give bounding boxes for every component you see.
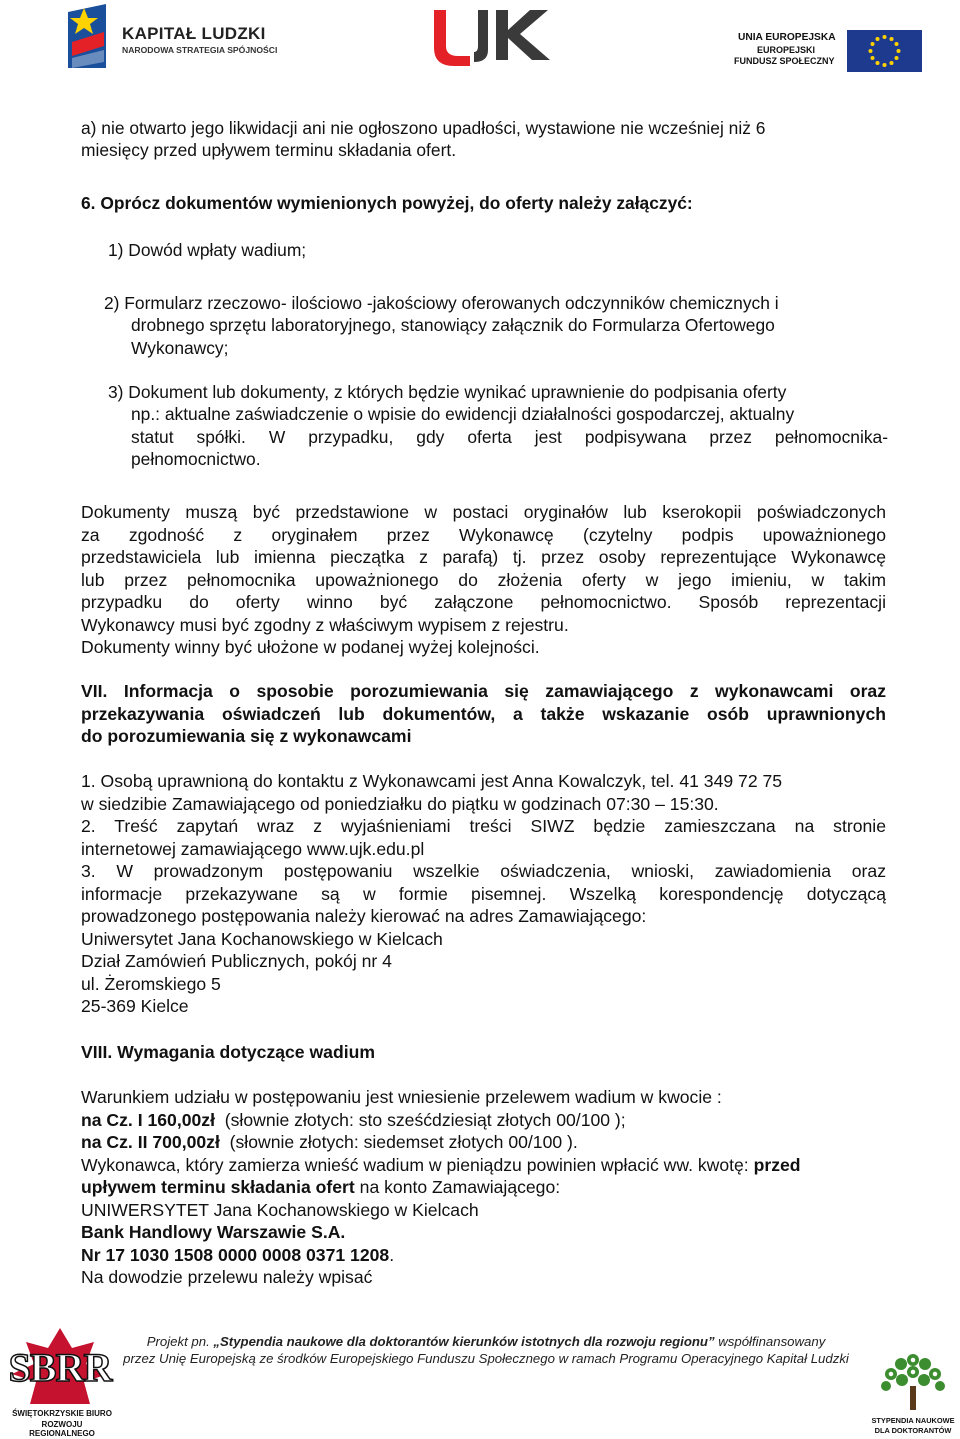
sbrr-name-line2: ROZWOJU REGIONALNEGO — [29, 1420, 95, 1438]
eu-line1: UNIA EUROPEJSKA — [738, 32, 836, 43]
wadium-intro: Warunkiem udziału w postępowaniu jest wniesienie przelewem wadium w kwocie : — [81, 1087, 722, 1107]
payment-line1-bold: przed — [753, 1154, 801, 1175]
footer-line1-suffix: współfinansowany — [714, 1334, 826, 1349]
docs-line1: Dokumenty muszą być przedstawione w postaci oryginałów lub kserokopii poświadczonych — [81, 502, 886, 522]
address-line3: ul. Żeromskiego 5 — [81, 973, 221, 994]
kapital-ludzki-logo — [66, 2, 286, 74]
wadium-part1-amount: na Cz. I 160,00zł — [81, 1109, 215, 1130]
contact-line2: w siedzibie Zamawiającego od poniedziałku do piątku w godzinach 07:30 – 15:30. — [81, 793, 719, 814]
bank-name-text: Bank Handlowy Warszawie S.A. — [81, 1222, 346, 1242]
account-number-text: Nr 17 1030 1508 0000 0008 0371 1208 — [81, 1244, 390, 1265]
footer-project-note — [100, 1333, 872, 1367]
footer-line2: przez Unię Europejską ze środków Europejskiego Funduszu Społecznego w ramach Programu Operacyjnego Kapitał Ludzki — [123, 1351, 849, 1366]
section-a-line1: a) nie otwarto jego likwidacji ani nie ogłoszono upadłości, wystawione nie wcześniej niż 6 — [81, 118, 766, 138]
wadium-part1 — [81, 1109, 886, 1132]
section7-number: VII. — [81, 681, 108, 701]
wadium-part2-words: (słownie złotych: siedemset złotych 00/100 ). — [219, 1132, 578, 1152]
docs-line6: Wykonawcy musi być zgodny z właściwym wypisem z rejestru. — [81, 614, 569, 635]
payment-line1-text: Wykonawca, który zamierza wnieść wadium w pieniądzu powinien wpłacić ww. kwotę: — [81, 1154, 754, 1175]
section7-body — [81, 770, 886, 1018]
kapital-ludzki-emblem-icon — [66, 2, 112, 72]
eu-flag-icon — [847, 30, 922, 72]
documents-paragraph — [81, 501, 886, 659]
kapital-ludzki-subtitle: NARODOWA STRATEGIA SPÓJNOŚCI — [122, 45, 278, 55]
docs-line2: za zgodność z oryginałem przez Wykonawcę (czytelny podpis upoważnionego — [81, 524, 886, 545]
stypendia-line1: STYPENDIA NAUKOWE — [871, 1416, 955, 1425]
section6-item3 — [108, 381, 888, 471]
section-a — [81, 117, 887, 162]
address-line4: 25-369 Kielce — [81, 996, 189, 1016]
docs-line3: przedstawiciela lub imienna pieczątka z parafą) tj. przez osoby reprezentujące Wykonawcę — [81, 547, 886, 567]
address-line2: Dział Zamówień Publicznych, pokój nr 4 — [81, 951, 392, 971]
address-line1: Uniwersytet Jana Kochanowskiego w Kielcach — [81, 928, 443, 949]
form-line3: prowadzonego postępowania należy kierować na adres Zamawiającego: — [81, 906, 647, 926]
website-line2: internetowej zamawiającego www.ujk.edu.pl — [81, 838, 425, 859]
bank-name — [81, 1221, 886, 1244]
item2-line3: Wykonawcy; — [131, 337, 229, 358]
item3-line4: pełnomocnictwo. — [131, 449, 261, 470]
website-line1: 2. Treść zapytań wraz z wyjaśnieniami treści SIWZ będzie zamieszczana na stronie — [81, 816, 886, 836]
payment-line2-text: na konto Zamawiającego: — [354, 1177, 561, 1197]
footer-line1-title: „Stypendia naukowe dla doktorantów kierunków istotnych dla rozwoju regionu” — [213, 1334, 715, 1349]
form-line1: 3. W prowadzonym postępowaniu wszelkie oświadczenia, wnioski, zawiadomienia oraz — [81, 861, 886, 881]
docs-line7: Dokumenty winny być ułożone w podanej wyżej kolejności. — [81, 637, 540, 657]
tree-icon — [866, 1350, 960, 1412]
ujk-emblem-icon — [430, 6, 565, 66]
account-number — [81, 1244, 886, 1267]
account-holder: UNIWERSYTET Jana Kochanowskiego w Kielcach — [81, 1199, 479, 1220]
docs-line5: przypadku do oferty winno być załączone pełnomocnictwo. Sposób reprezentacji — [81, 592, 886, 612]
ujk-logo — [430, 6, 565, 66]
eu-line2: EUROPEJSKI — [757, 45, 816, 55]
item2-line2: drobnego sprzętu laboratoryjnego, stanowiący załącznik do Formularza Ofertowego — [131, 315, 775, 336]
item3-line3: statut spółki. W przypadku, gdy oferta jest podpisywana przez pełnomocnika- — [131, 426, 888, 447]
section-a-line2: miesięcy przed upływem terminu składania ofert. — [81, 140, 457, 161]
stypendia-line2: DLA DOKTORANTÓW — [874, 1426, 952, 1435]
section7-heading-line1 — [81, 680, 886, 703]
sbrr-logo-text: SBRR — [8, 1345, 112, 1390]
transfer-note: Na dowodzie przelewu należy wpisać — [81, 1267, 373, 1287]
payment-line1 — [81, 1154, 886, 1177]
stypendia-logo — [866, 1350, 960, 1439]
section8-heading-text: VIII. Wymagania dotyczące wadium — [81, 1042, 375, 1062]
item3-line1: 3) Dokument lub dokumenty, z których będzie wynikać uprawnienie do podpisania oferty — [108, 382, 787, 402]
wadium-part1-words: (słownie złotych: sto sześćdziesiąt złotych 00/100 ); — [214, 1109, 626, 1130]
section6-item1: 1) Dowód wpłaty wadium; — [108, 240, 307, 260]
eu-logo — [730, 28, 925, 72]
section7-heading — [81, 680, 886, 748]
section7-heading-line2: przekazywania oświadczeń lub dokumentów, a także wskazanie osób uprawnionych — [81, 703, 886, 724]
section6-heading-text: 6. Oprócz dokumentów wymienionych powyżej, do oferty należy załączyć: — [81, 193, 693, 213]
docs-line4: lub przez pełnomocnika upoważnionego do złożenia oferty w jego imieniu, w takim — [81, 569, 886, 590]
item2-line1: 2) Formularz rzeczowo- ilościowo -jakościowy oferowanych odczynników chemicznych i — [104, 293, 779, 313]
payment-line2 — [81, 1176, 886, 1199]
section7-heading-text1: Informacja o sposobie porozumiewania się zamawiającego z wykonawcami oraz — [107, 681, 886, 701]
wadium-part2-amount: na Cz. II 700,00zł — [81, 1132, 220, 1152]
section7-heading-line3: do porozumiewania się z wykonawcami — [81, 726, 412, 746]
eu-line3: FUNDUSZ SPOŁECZNY — [734, 56, 835, 66]
sbrr-name-line1: ŚWIĘTOKRZYSKIE BIURO — [12, 1409, 112, 1418]
form-line2: informacje przekazywane są w formie pisemnej. Wszelką korespondencję dotyczącą — [81, 883, 886, 904]
section8-body — [81, 1086, 886, 1289]
wadium-part2 — [81, 1131, 886, 1154]
contact-line1: 1. Osobą uprawnioną do kontaktu z Wykonawcami jest Anna Kowalczyk, tel. 41 349 72 75 — [81, 771, 783, 791]
item3-line2: np.: aktualne zaświadczenie o wpisie do ewidencji działalności gospodarczej, aktualny — [131, 404, 795, 425]
section6-heading — [81, 192, 693, 214]
payment-line2-bold: upływem terminu składania ofert — [81, 1177, 355, 1197]
section8-heading — [81, 1041, 375, 1064]
footer-line1-prefix: Projekt pn. — [146, 1334, 214, 1349]
kapital-ludzki-title: KAPITAŁ LUDZKI — [122, 24, 266, 43]
section6-item2 — [104, 292, 888, 359]
footer-line1 — [100, 1333, 872, 1350]
account-number-dot: . — [389, 1244, 395, 1265]
